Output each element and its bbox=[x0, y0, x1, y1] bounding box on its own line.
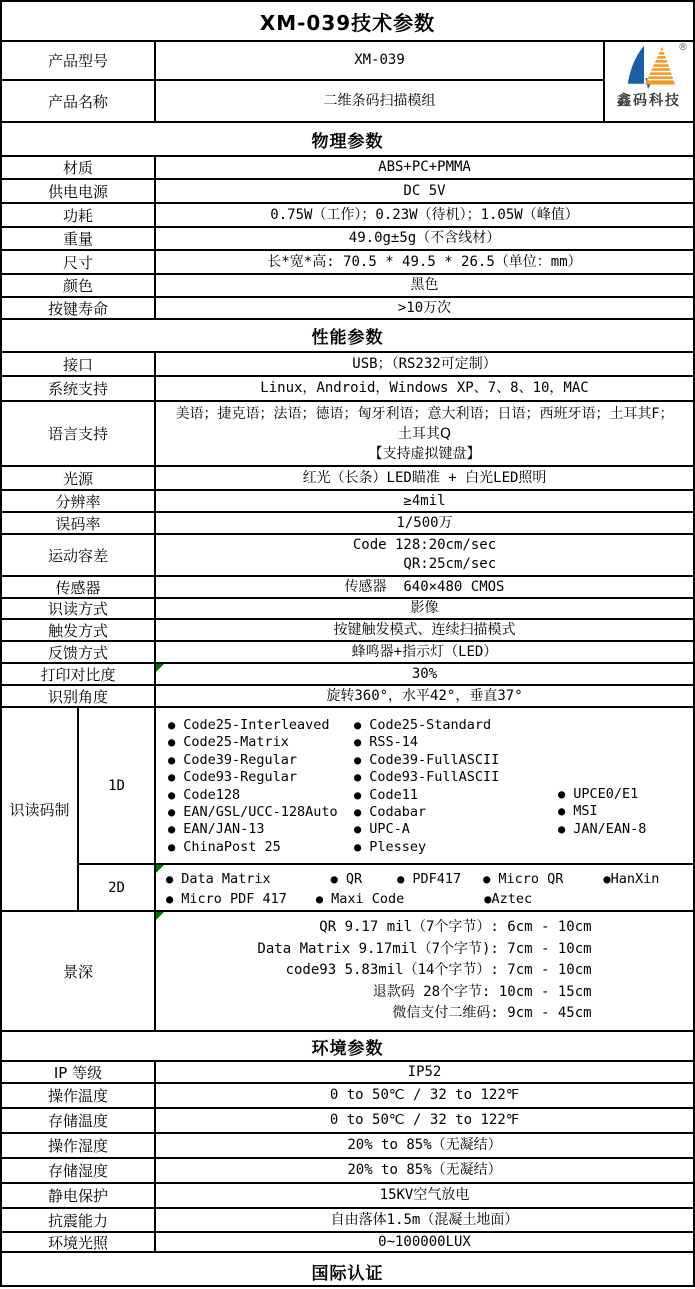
table-row bbox=[2, 664, 693, 686]
cell-note-marker bbox=[156, 912, 164, 920]
code-name: Micro PDF 417 bbox=[181, 891, 287, 907]
code-item bbox=[354, 717, 558, 734]
row-value: ABS+PC+PMMA bbox=[378, 159, 471, 175]
value-line: QR 9.17 mil（7个字节）: 6cm - 10cm bbox=[319, 919, 592, 936]
row-value: 0 to 50℃ / 32 to 122℉ bbox=[329, 1112, 520, 1128]
row-value: 15KV空气放电 bbox=[379, 1187, 470, 1203]
table-row bbox=[2, 686, 693, 708]
code-name: UPCE0/E1 bbox=[573, 786, 639, 802]
section-title: 国际认证 bbox=[311, 1263, 384, 1284]
table-row bbox=[2, 251, 693, 275]
code-name: HanXin bbox=[610, 871, 660, 887]
row-value: 20% to 85%（无凝结） bbox=[347, 1162, 502, 1178]
cell-note-marker bbox=[156, 664, 164, 672]
row-label: 打印对比度 bbox=[2, 664, 156, 684]
code-item bbox=[168, 839, 354, 856]
code-name: Code93-FullASCII bbox=[369, 769, 500, 786]
value-text: 30% bbox=[411, 665, 438, 682]
code-item bbox=[168, 804, 354, 821]
row-label: 静电保护 bbox=[2, 1184, 156, 1207]
row-value: 蜂鸣器+指示灯（LED） bbox=[351, 643, 498, 660]
bullet-icon: ● bbox=[166, 872, 174, 886]
value-line: QR:25cm/sec bbox=[352, 556, 497, 572]
code-name: Data Matrix bbox=[181, 871, 271, 887]
row-label: IP 等级 bbox=[2, 1062, 156, 1082]
code-item bbox=[354, 752, 558, 769]
codes-2d-cell bbox=[156, 865, 693, 910]
row-label: 误码率 bbox=[2, 513, 156, 533]
table-row bbox=[2, 620, 693, 642]
row-label: 识别角度 bbox=[2, 686, 156, 706]
code-item bbox=[558, 821, 646, 838]
section-header-environment bbox=[2, 1032, 693, 1062]
row-label: 景深 bbox=[2, 912, 156, 1030]
row-value: 红光（长条）LED瞄准 + 白光LED照明 bbox=[302, 469, 547, 486]
section-header-physical bbox=[2, 123, 693, 157]
codes-1d-col1 bbox=[168, 717, 354, 863]
section-title: 性能参数 bbox=[311, 328, 384, 348]
code-item bbox=[483, 869, 563, 889]
code-item bbox=[354, 734, 558, 751]
row-label: 系统支持 bbox=[2, 377, 156, 400]
bullet-icon: ● bbox=[168, 735, 176, 750]
codes-1d-cell bbox=[156, 708, 693, 863]
bullet-icon: ● bbox=[558, 804, 566, 819]
row-value bbox=[156, 535, 693, 575]
row-value bbox=[156, 402, 693, 465]
page-title: XM-039技术参数 bbox=[259, 10, 436, 35]
code-name: Code25-Matrix bbox=[183, 734, 289, 751]
bullet-icon: ● bbox=[315, 892, 324, 906]
table-row bbox=[2, 491, 693, 513]
bullet-icon: ● bbox=[558, 787, 566, 801]
code-item bbox=[397, 869, 461, 889]
row-label: 材质 bbox=[2, 157, 156, 178]
row-label: 操作湿度 bbox=[2, 1134, 156, 1157]
codes-2d-line1 bbox=[166, 869, 693, 889]
codes-2d-line2 bbox=[166, 889, 693, 909]
code-item bbox=[166, 889, 287, 909]
code-item bbox=[166, 869, 271, 889]
row-label: 功耗 bbox=[2, 204, 156, 226]
row-value: 0.75W（工作）；0.23W（待机）；1.05W（峰值） bbox=[270, 206, 579, 223]
code-name: Code93-Regular bbox=[183, 769, 298, 786]
product-model-label: 产品型号 bbox=[2, 42, 156, 79]
codes-1d-col2 bbox=[354, 717, 558, 863]
code-item bbox=[168, 717, 354, 734]
codes-block bbox=[2, 708, 693, 912]
bullet-icon: ● bbox=[168, 805, 176, 820]
code-item bbox=[316, 889, 404, 909]
table-row bbox=[2, 577, 693, 599]
row-label: 尺寸 bbox=[2, 251, 156, 273]
row-value: 黑色 bbox=[410, 277, 439, 293]
code-name: ChinaPost 25 bbox=[183, 838, 281, 855]
value-line: 退款码 28个字节: 10cm - 15cm bbox=[372, 983, 592, 1000]
depth-lines bbox=[257, 917, 591, 1025]
bullet-icon: ● bbox=[484, 892, 492, 906]
bullet-icon: ● bbox=[168, 787, 176, 802]
value-line: 【支持虚拟键盘】 bbox=[368, 445, 481, 462]
code-name: Code25-Interleaved bbox=[183, 717, 330, 733]
table-row bbox=[2, 1134, 693, 1159]
product-model-value: XM-039 bbox=[354, 52, 405, 69]
row-value: 0 to 50℃ / 32 to 122℉ bbox=[329, 1087, 520, 1103]
code-name: Codabar bbox=[369, 804, 427, 821]
table-row bbox=[2, 599, 693, 620]
table-row bbox=[2, 513, 693, 535]
table-row bbox=[2, 1233, 693, 1253]
row-value: 49.0g±5g（不含线材） bbox=[348, 230, 501, 246]
table-row bbox=[2, 642, 693, 664]
row-value: 1/500万 bbox=[396, 514, 453, 531]
code-item bbox=[168, 752, 354, 769]
row-value: USB；（RS232可定制） bbox=[352, 355, 497, 372]
table-row bbox=[2, 377, 693, 402]
row-value: DC 5V bbox=[403, 182, 446, 199]
row-value: 按键触发模式、连续扫描模式 bbox=[333, 621, 516, 638]
table-row bbox=[2, 1062, 693, 1084]
code-name: Micro QR bbox=[498, 871, 564, 887]
product-block bbox=[2, 42, 693, 123]
code-name: JAN/EAN-8 bbox=[573, 820, 647, 837]
brand-logo-icon bbox=[620, 45, 678, 90]
row-label: 重量 bbox=[2, 228, 156, 249]
table-row bbox=[2, 42, 603, 81]
code-name: Plessey bbox=[369, 838, 427, 855]
value-line: 土耳其Q bbox=[397, 425, 452, 442]
code-item bbox=[484, 889, 532, 909]
row-label: 光源 bbox=[2, 467, 156, 489]
table-row bbox=[2, 275, 693, 298]
row-label: 按键寿命 bbox=[2, 298, 156, 318]
code-name: Maxi Code bbox=[331, 891, 405, 907]
code-item bbox=[331, 869, 363, 889]
row-label: 存储温度 bbox=[2, 1109, 156, 1132]
product-name-label: 产品名称 bbox=[2, 81, 156, 121]
code-item bbox=[168, 734, 354, 751]
code-item bbox=[354, 821, 558, 838]
table-row bbox=[2, 1109, 693, 1134]
codes-1d-label: 1D bbox=[79, 708, 156, 863]
registered-trademark: ® bbox=[678, 42, 688, 53]
row-label: 反馈方式 bbox=[2, 642, 156, 662]
value-line: 微信支付二维码: 9cm - 45cm bbox=[392, 1005, 592, 1022]
row-label: 存储湿度 bbox=[2, 1159, 156, 1182]
row-value: 影像 bbox=[410, 600, 439, 616]
bullet-icon: ● bbox=[168, 752, 176, 767]
table-row bbox=[2, 180, 693, 204]
brand-name: 鑫码科技 bbox=[617, 93, 681, 109]
code-item bbox=[168, 769, 354, 786]
row-label: 传感器 bbox=[2, 577, 156, 597]
code-name: EAN/GSL/UCC-128Auto bbox=[183, 804, 338, 821]
row-value: ≥4mil bbox=[403, 492, 446, 509]
product-name-value: 二维条码扫描模组 bbox=[323, 92, 436, 109]
codes-2d-label: 2D bbox=[79, 865, 156, 910]
code-item bbox=[603, 869, 659, 889]
code-name: UPC-A bbox=[369, 821, 410, 838]
value-line: 美语；捷克语；法语；德语；匈牙利语；意大利语；日语；西班牙语；土耳其F； bbox=[175, 405, 674, 422]
table-row bbox=[2, 1184, 693, 1209]
bullet-icon: ● bbox=[168, 770, 176, 785]
code-name: RSS-14 bbox=[369, 734, 419, 751]
row-value: IP52 bbox=[407, 1063, 442, 1080]
row-value: 旋转360°，水平42°，垂直37° bbox=[326, 687, 523, 704]
table-row bbox=[2, 467, 693, 491]
code-name: QR bbox=[345, 871, 363, 887]
row-label: 运动容差 bbox=[2, 535, 156, 575]
code-name: PDF417 bbox=[412, 871, 462, 887]
code-item bbox=[354, 804, 558, 821]
codes-label: 识读码制 bbox=[2, 708, 79, 910]
codes-right bbox=[79, 708, 693, 910]
table-row bbox=[2, 157, 693, 180]
code-name: Code11 bbox=[369, 786, 419, 803]
section-title: 物理参数 bbox=[311, 131, 384, 152]
bullet-icon: ● bbox=[168, 718, 176, 732]
bullet-icon: ● bbox=[354, 752, 362, 767]
row-label: 供电电源 bbox=[2, 180, 156, 202]
row-label: 识读方式 bbox=[2, 599, 156, 618]
code-name: Aztec bbox=[491, 891, 533, 907]
row-label: 接口 bbox=[2, 353, 156, 375]
code-item bbox=[168, 821, 354, 838]
table-row bbox=[2, 1209, 693, 1233]
code-name: Code128 bbox=[183, 786, 241, 803]
table-row bbox=[2, 535, 693, 577]
bullet-icon: ● bbox=[168, 822, 176, 837]
bullet-icon: ● bbox=[603, 872, 611, 886]
bullet-icon: ● bbox=[168, 839, 176, 854]
codes-2d-row bbox=[79, 865, 693, 910]
bullet-icon: ● bbox=[354, 822, 362, 837]
code-item bbox=[558, 803, 646, 820]
table-row bbox=[2, 353, 693, 377]
table-row bbox=[2, 298, 693, 320]
code-item bbox=[558, 786, 646, 803]
code-item bbox=[168, 787, 354, 804]
row-label: 环境光照 bbox=[2, 1233, 156, 1251]
row-value: 自由落体1.5m（混凝土地面） bbox=[330, 1211, 519, 1228]
title-row bbox=[2, 2, 693, 42]
section-title: 环境参数 bbox=[311, 1038, 384, 1059]
bullet-icon: ● bbox=[354, 805, 362, 820]
code-item bbox=[354, 839, 558, 856]
code-name: Code39-Regular bbox=[183, 751, 298, 768]
row-value: >10万次 bbox=[397, 299, 452, 316]
bullet-icon: ● bbox=[330, 872, 338, 886]
value-line: Data Matrix 9.17mil（7个字节): 7cm - 10cm bbox=[257, 940, 592, 957]
table-row bbox=[2, 1084, 693, 1109]
section-header-certification bbox=[2, 1253, 693, 1289]
row-label: 分辨率 bbox=[2, 491, 156, 511]
brand-logo-cell bbox=[603, 42, 693, 121]
bullet-icon: ● bbox=[558, 821, 566, 836]
row-label: 抗震能力 bbox=[2, 1209, 156, 1231]
bullet-icon: ● bbox=[166, 892, 174, 906]
code-name: EAN/JAN-13 bbox=[183, 821, 265, 838]
row-value: 20% to 85%（无凝结） bbox=[347, 1137, 502, 1153]
codes-1d-row bbox=[79, 708, 693, 865]
row-label: 语言支持 bbox=[2, 402, 156, 465]
table-row bbox=[2, 1159, 693, 1184]
value-line: Code 128:20cm/sec bbox=[352, 537, 497, 553]
value-line: code93 5.83mil（14个字节）: 7cm - 10cm bbox=[285, 962, 592, 979]
code-name: Code39-FullASCII bbox=[369, 751, 500, 768]
section-header-performance bbox=[2, 320, 693, 353]
bullet-icon: ● bbox=[354, 718, 362, 732]
row-value: Linux，Android，Windows XP、7、8、10，MAC bbox=[260, 380, 589, 396]
bullet-icon: ● bbox=[354, 735, 362, 750]
row-label: 操作温度 bbox=[2, 1084, 156, 1107]
row-label: 颜色 bbox=[2, 275, 156, 296]
codes-1d-col3 bbox=[558, 717, 646, 863]
row-value: 传感器 640×480 CMOS bbox=[344, 578, 505, 595]
row-label: 触发方式 bbox=[2, 620, 156, 640]
code-name: Code25-Standard bbox=[369, 717, 492, 733]
code-name: MSI bbox=[573, 803, 598, 820]
table-row bbox=[2, 912, 693, 1032]
code-item bbox=[354, 769, 558, 786]
row-value: 0~100000LUX bbox=[378, 1233, 471, 1250]
table-row bbox=[2, 204, 693, 228]
cell-note-marker bbox=[156, 865, 164, 873]
table-row bbox=[2, 402, 693, 467]
bullet-icon: ● bbox=[354, 839, 362, 854]
table-row bbox=[2, 81, 603, 121]
row-value bbox=[156, 664, 693, 684]
bullet-icon: ● bbox=[354, 770, 362, 785]
table-row bbox=[2, 228, 693, 251]
row-value bbox=[156, 912, 693, 1030]
bullet-icon: ● bbox=[397, 872, 405, 886]
bullet-icon: ● bbox=[483, 872, 491, 886]
product-rows bbox=[2, 42, 603, 121]
code-item bbox=[354, 787, 558, 804]
row-value: 长*宽*高: 70.5 * 49.5 * 26.5（单位：mm） bbox=[267, 253, 582, 270]
bullet-icon: ● bbox=[354, 787, 362, 802]
